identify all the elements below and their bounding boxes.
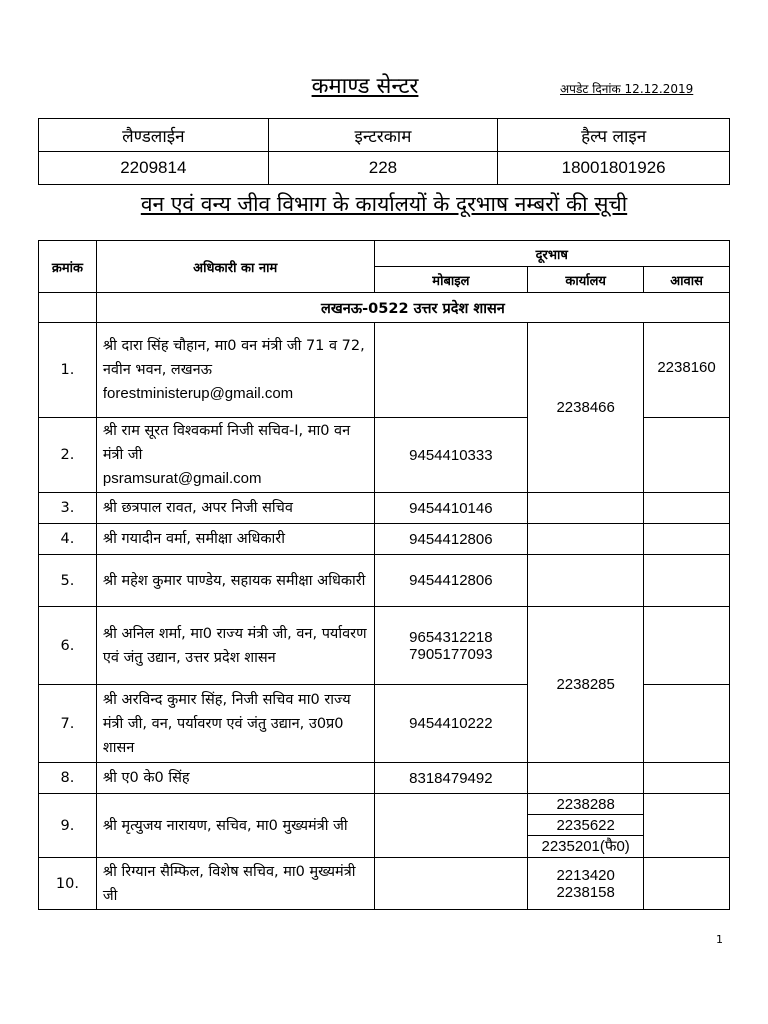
section-spacer	[39, 293, 97, 323]
row-office	[528, 493, 644, 524]
office-number-group-b: 2238285	[528, 607, 644, 763]
row-mobile: 9454412806	[374, 524, 528, 555]
contact-value-row	[39, 152, 730, 185]
row-office	[528, 858, 644, 910]
row-office	[528, 555, 644, 607]
contact-header-helpline: हैल्प लाइन	[498, 119, 730, 152]
row-residence	[644, 555, 730, 607]
col-office: कार्यालय	[528, 267, 644, 293]
row-name	[96, 323, 374, 418]
row-mobile-line: 9654312218	[409, 628, 493, 646]
table-row	[39, 524, 730, 555]
row-name	[96, 418, 374, 493]
row-name: श्री छत्रपाल रावत, अपर निजी सचिव	[96, 493, 374, 524]
section-row	[39, 293, 730, 323]
table-row	[39, 607, 730, 685]
row-residence	[644, 493, 730, 524]
row-serial: 1.	[39, 323, 97, 418]
directory-table	[38, 240, 730, 910]
table-row	[39, 763, 730, 794]
row-mobile-line: 7905177093	[409, 645, 493, 663]
table-row	[39, 323, 730, 418]
office-number: 2238158	[556, 883, 615, 901]
row-name: श्री अरविन्द कुमार सिंह, निजी सचिव मा0 राज्य मंत्री जी, वन, पर्यावरण एवं जंतु उद्यान, उ0प्र0 शासन	[96, 685, 374, 763]
table-header-row	[39, 241, 730, 267]
contact-intercom: 228	[268, 152, 498, 185]
row-serial: 2.	[39, 418, 97, 493]
row-mobile: 9454410222	[374, 685, 528, 763]
row-office	[528, 524, 644, 555]
table-row	[39, 555, 730, 607]
row-residence: 2238160	[644, 323, 730, 418]
row-mobile	[374, 607, 528, 685]
row-email[interactable]: forestministerup@gmail.com	[102, 385, 294, 402]
office-number: 2213420	[556, 866, 615, 884]
row-mobile: 9454410333	[374, 418, 528, 493]
row-mobile	[374, 794, 528, 858]
list-subtitle: वन एवं वन्य जीव विभाग के कार्यालयों के दूरभाष नम्बरों की सूची	[140, 192, 628, 216]
col-phone: दूरभाष	[374, 241, 729, 267]
contact-table	[38, 118, 730, 185]
table-row	[39, 858, 730, 910]
update-date: अपडेट दिनांक 12.12.2019	[560, 82, 694, 96]
page-number: 1	[716, 933, 723, 946]
row-name: श्री महेश कुमार पाण्डेय, सहायक समीक्षा अधिकारी	[96, 555, 374, 607]
contact-landline: 2209814	[39, 152, 269, 185]
row-residence	[644, 685, 730, 763]
row-residence	[644, 524, 730, 555]
row-mobile	[374, 858, 528, 910]
row-serial: 8.	[39, 763, 97, 794]
row-office	[528, 763, 644, 794]
office-number-group-a: 2238466	[528, 323, 644, 493]
row-mobile	[374, 323, 528, 418]
col-name: अधिकारी का नाम	[96, 241, 374, 293]
row-serial: 4.	[39, 524, 97, 555]
row-serial: 10.	[39, 858, 97, 910]
page-title: कमाण्ड सेन्टर	[311, 74, 419, 99]
office-number: 2238288	[556, 795, 615, 813]
table-row	[39, 493, 730, 524]
row-serial: 6.	[39, 607, 97, 685]
row-residence	[644, 607, 730, 685]
row-residence	[644, 794, 730, 858]
office-number: 2235622	[528, 815, 643, 836]
row-residence	[644, 763, 730, 794]
row-name: श्री मृत्युजय नारायण, सचिव, मा0 मुख्यमंत्री जी	[96, 794, 374, 858]
office-number: 2235201(फै0)	[528, 836, 643, 857]
section-title: लखनऊ-0522 उत्तर प्रदेश शासन	[96, 293, 729, 323]
row-name: श्री अनिल शर्मा, मा0 राज्य मंत्री जी, वन, पर्यावरण एवं जंतु उद्यान, उत्तर प्रदेश शासन	[96, 607, 374, 685]
col-mobile: मोबाइल	[374, 267, 528, 293]
row-name: श्री गयादीन वर्मा, समीक्षा अधिकारी	[96, 524, 374, 555]
row-mobile: 8318479492	[374, 763, 528, 794]
contact-header-landline: लैण्डलाईन	[39, 119, 269, 152]
col-residence: आवास	[644, 267, 730, 293]
contact-header-row	[39, 119, 730, 152]
row-name-text: श्री दारा सिंह चौहान, मा0 वन मंत्री जी 71 व 72, नवीन भवन, लखनऊ	[102, 338, 365, 378]
row-name: श्री रिग्यान सैम्फिल, विशेष सचिव, मा0 मुख्यमंत्री जी	[96, 858, 374, 910]
row-mobile: 9454410146	[374, 493, 528, 524]
row-office	[528, 794, 644, 858]
row-serial: 5.	[39, 555, 97, 607]
row-mobile: 9454412806	[374, 555, 528, 607]
table-row	[39, 794, 730, 858]
row-email[interactable]: psramsurat@gmail.com	[102, 470, 262, 487]
row-name: श्री ए0 के0 सिंह	[96, 763, 374, 794]
row-residence	[644, 418, 730, 493]
office-number-list	[528, 794, 643, 856]
row-serial: 7.	[39, 685, 97, 763]
contact-helpline: 18001801926	[498, 152, 730, 185]
contact-header-intercom: इन्टरकाम	[268, 119, 498, 152]
col-serial: क्रमांक	[39, 241, 97, 293]
row-name-text: श्री राम सूरत विश्वकर्मा निजी सचिव-I, मा0 वन मंत्री जी	[102, 423, 351, 463]
row-serial: 9.	[39, 794, 97, 858]
row-residence	[644, 858, 730, 910]
row-serial: 3.	[39, 493, 97, 524]
